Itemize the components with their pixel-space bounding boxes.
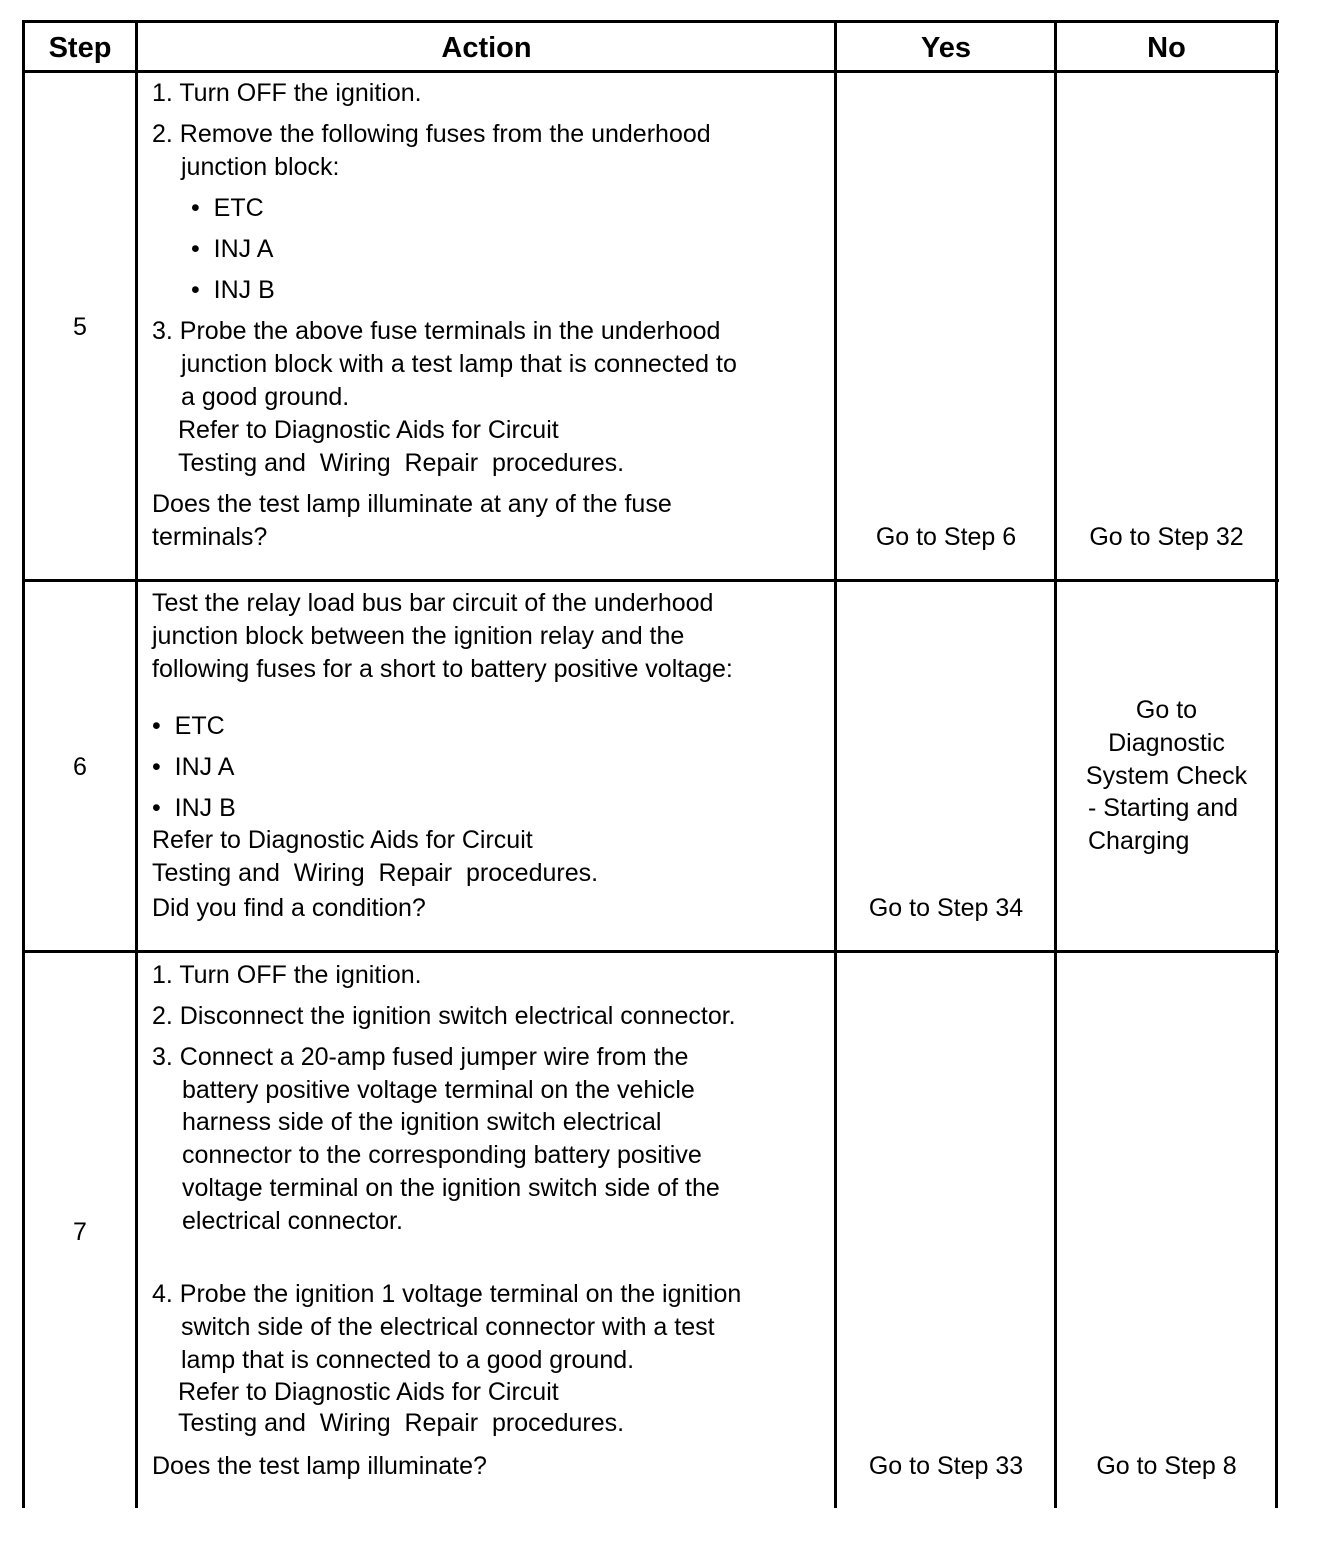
bullet-item: • ETC — [191, 194, 264, 222]
no-result: - Starting and — [1088, 794, 1239, 822]
no-result: Go to Step 32 — [1089, 523, 1244, 551]
bullet-item: • ETC — [152, 712, 225, 740]
action-line: junction block: — [181, 153, 340, 181]
step-number: 6 — [73, 753, 87, 781]
reference-note: Refer to Diagnostic Aids for Circuit — [152, 826, 533, 854]
step-number: 5 — [73, 313, 87, 341]
yes-result: Go to Step 34 — [868, 894, 1024, 922]
action-line: connector to the corresponding battery positive — [182, 1141, 702, 1169]
action-line: voltage terminal on the ignition switch side of the — [182, 1174, 720, 1202]
question-line: Does the test lamp illuminate at any of the fuse — [152, 490, 672, 518]
action-line: 1. Turn OFF the ignition. — [152, 961, 422, 989]
table-border-top — [22, 20, 1279, 23]
reference-note: Refer to Diagnostic Aids for Circuit — [178, 416, 559, 444]
question-line: Did you find a condition? — [152, 894, 426, 922]
action-line: harness side of the ignition switch electrical — [182, 1108, 662, 1136]
no-result: Go to Step 8 — [1096, 1452, 1237, 1480]
action-line: following fuses for a short to battery positive voltage: — [152, 655, 733, 683]
yes-result: Go to Step 6 — [875, 523, 1017, 551]
no-result: Diagnostic — [1108, 729, 1225, 757]
action-line: Test the relay load bus bar circuit of the underhood — [152, 589, 714, 617]
action-line: junction block with a test lamp that is connected to — [181, 350, 737, 378]
row-divider — [22, 950, 1279, 953]
action-line: 3. Connect a 20-amp fused jumper wire from the — [152, 1043, 689, 1071]
action-line: electrical connector. — [182, 1207, 403, 1235]
step-number: 7 — [73, 1218, 87, 1246]
action-line: 4. Probe the ignition 1 voltage terminal on the ignition — [152, 1280, 742, 1308]
action-line: 3. Probe the above fuse terminals in the underhood — [152, 317, 721, 345]
action-line: 2. Disconnect the ignition switch electrical connector. — [152, 1002, 736, 1030]
question-line: terminals? — [152, 523, 268, 551]
reference-note: Testing and Wiring Repair procedures. — [178, 1409, 625, 1437]
reference-note: Testing and Wiring Repair procedures. — [178, 449, 625, 477]
no-result: System Check — [1085, 762, 1248, 790]
bullet-item: • INJ B — [191, 276, 275, 304]
reference-note: Testing and Wiring Repair procedures. — [152, 859, 599, 887]
row-divider — [22, 579, 1279, 582]
bullet-item: • INJ B — [152, 794, 236, 822]
header-no: No — [1147, 32, 1186, 64]
reference-note: Refer to Diagnostic Aids for Circuit — [178, 1378, 559, 1406]
action-line: lamp that is connected to a good ground. — [181, 1346, 635, 1374]
header-yes: Yes — [921, 32, 971, 64]
column-divider — [834, 20, 837, 1508]
no-result: Go to — [1135, 696, 1198, 724]
bullet-item: • INJ A — [152, 753, 235, 781]
no-result: Charging — [1088, 827, 1190, 855]
header-step: Step — [48, 32, 112, 64]
action-line: switch side of the electrical connector with a test — [181, 1313, 715, 1341]
header-divider — [22, 70, 1279, 73]
action-line: 2. Remove the following fuses from the underhood — [152, 120, 711, 148]
action-line: junction block between the ignition relay and the — [152, 622, 685, 650]
question-line: Does the test lamp illuminate? — [152, 1452, 487, 1480]
action-line: battery positive voltage terminal on the vehicle — [182, 1076, 695, 1104]
action-line: a good ground. — [181, 383, 350, 411]
bullet-item: • INJ A — [191, 235, 274, 263]
yes-result: Go to Step 33 — [868, 1452, 1024, 1480]
header-action: Action — [441, 32, 532, 64]
action-line: 1. Turn OFF the ignition. — [152, 79, 422, 107]
